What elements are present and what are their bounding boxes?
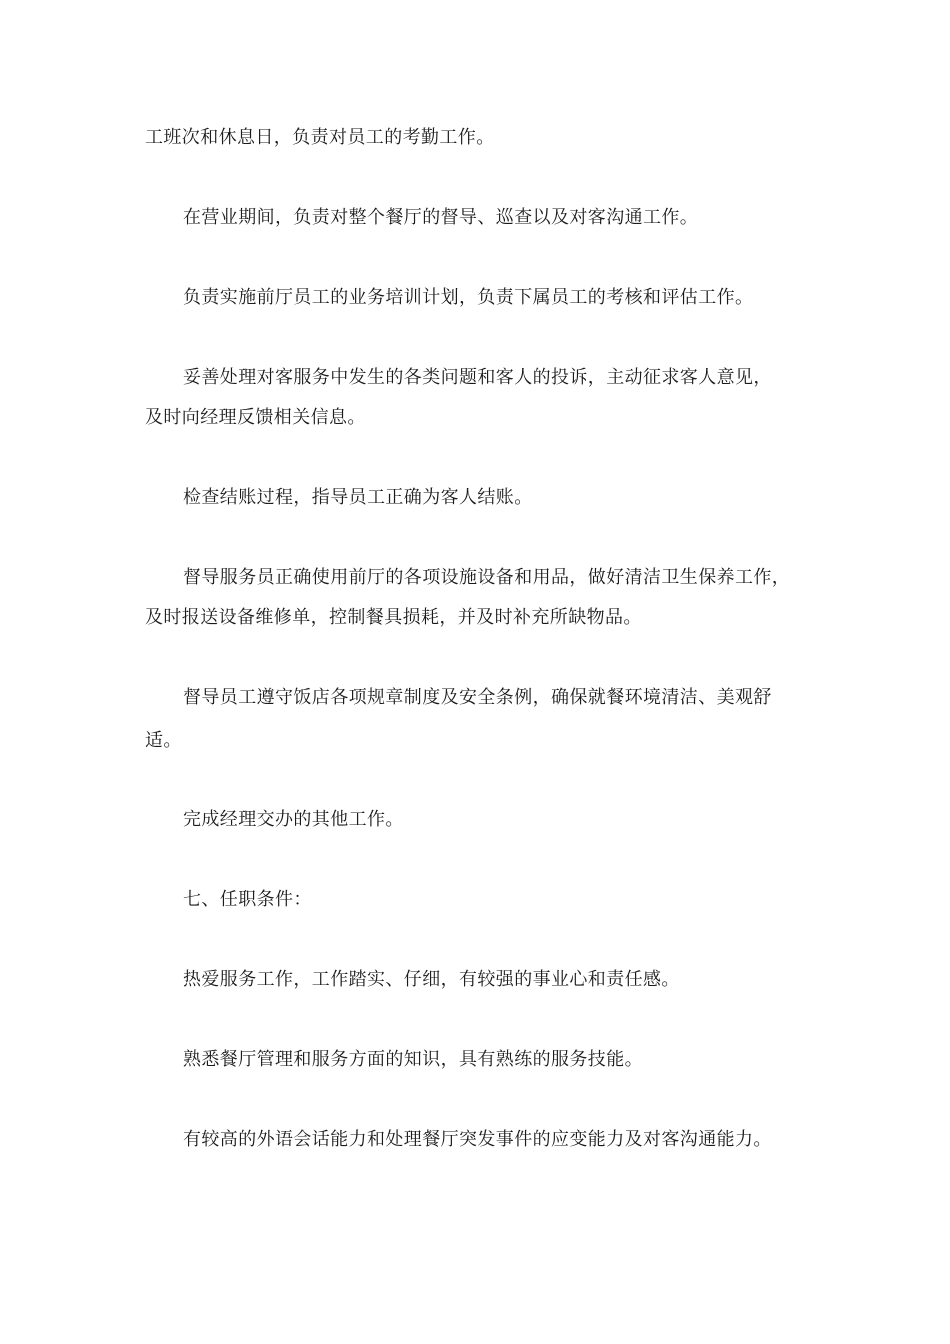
- text-line-7: 督导服务员正确使用前厅的各项设施设备和用品，做好清洁卫生保养工作，: [183, 567, 791, 588]
- text-line-2: 在营业期间，负责对整个餐厅的督导、巡查以及对客沟通工作。: [183, 207, 699, 228]
- text-line-3: 负责实施前厅员工的业务培训计划，负责下属员工的考核和评估工作。: [183, 287, 754, 308]
- text-line-15: 有较高的外语会话能力和处理餐厅突发事件的应变能力及对客沟通能力。: [183, 1129, 772, 1150]
- text-line-14: 熟悉餐厅管理和服务方面的知识，具有熟练的服务技能。: [183, 1049, 643, 1070]
- text-line-9: 督导员工遵守饭店各项规章制度及安全条例，确保就餐环境清洁、美观舒: [183, 687, 772, 708]
- text-line-4: 妥善处理对客服务中发生的各类问题和客人的投诉，主动征求客人意见，: [183, 367, 772, 388]
- text-line-6: 检查结账过程，指导员工正确为客人结账。: [183, 487, 533, 508]
- text-line-10: 适。: [145, 730, 182, 751]
- text-line-11: 完成经理交办的其他工作。: [183, 809, 404, 830]
- section-heading: 七、任职条件：: [183, 889, 312, 910]
- text-line-8: 及时报送设备维修单，控制餐具损耗，并及时补充所缺物品。: [145, 607, 642, 628]
- text-line-1: 工班次和休息日，负责对员工的考勤工作。: [145, 127, 495, 148]
- text-line-13: 热爱服务工作，工作踏实、仔细，有较强的事业心和责任感。: [183, 969, 680, 990]
- text-line-5: 及时向经理反馈相关信息。: [145, 407, 366, 428]
